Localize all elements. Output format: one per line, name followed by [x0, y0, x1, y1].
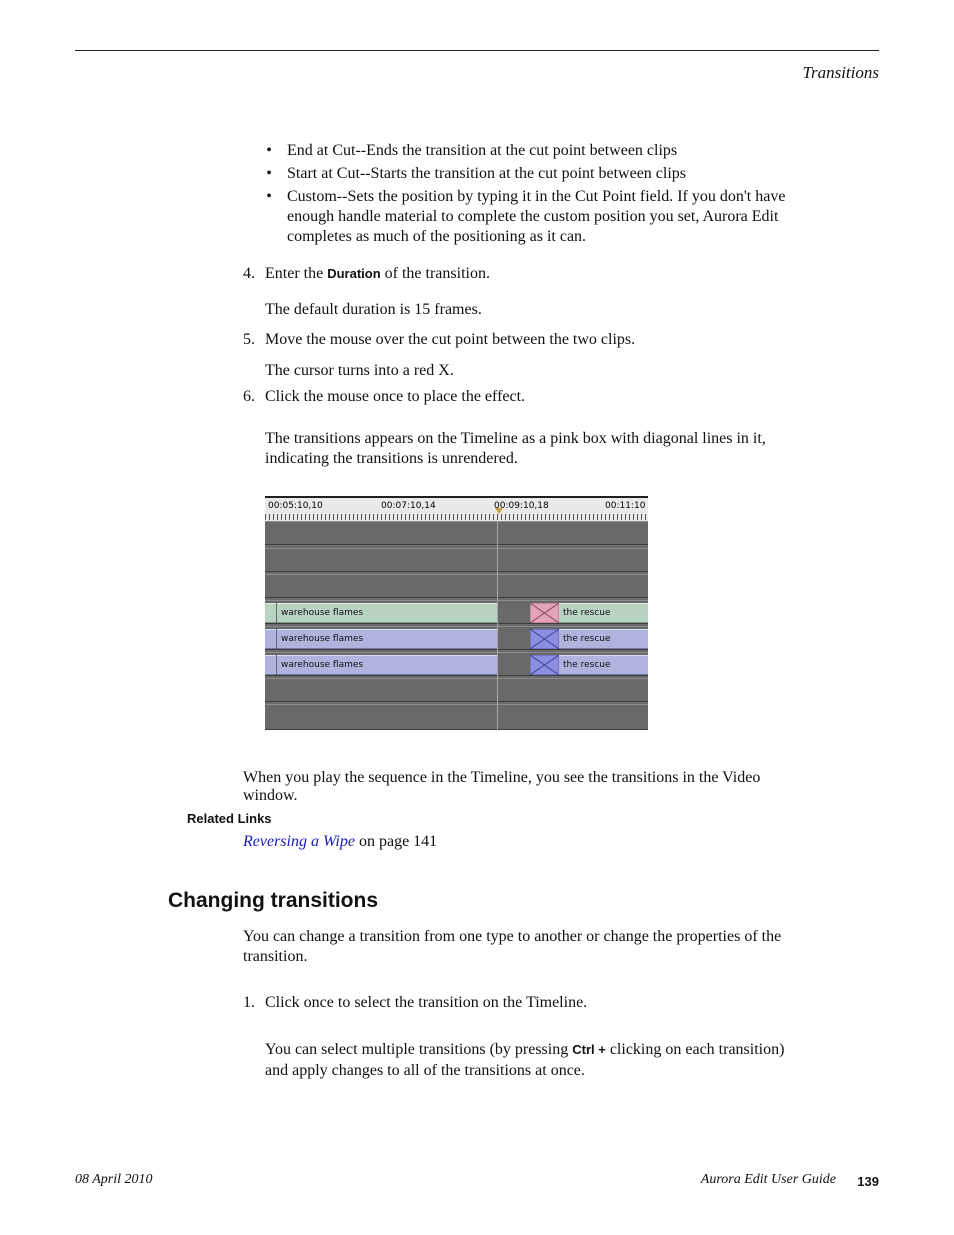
after-figure-line-2: window. [243, 787, 298, 804]
bullet-custom-line-1: Custom--Sets the position by typing it in the Cut Point field. If you don't have [287, 188, 786, 205]
step-6-note [265, 429, 766, 469]
timecode-label: 00:07:10,14 [381, 501, 436, 511]
step-6-text: Click the mouse once to place the effect. [265, 388, 526, 405]
clip-the-rescue[interactable]: the rescue [559, 655, 648, 675]
step-6-note-line-1: The transitions appears on the Timeline as a pink box with diagonal lines in it, [265, 430, 766, 447]
clip-warehouse-flames[interactable]: warehouse flames [277, 655, 497, 675]
clip-edge-handle[interactable] [265, 629, 276, 649]
related-link-row [243, 832, 437, 852]
cut-point-line [497, 521, 498, 730]
footer-guide-title: Aurora Edit User Guide [700, 1172, 836, 1187]
timeline-track-video [265, 600, 648, 624]
bullet-dot: • [266, 142, 272, 159]
step-4-number: 4. [243, 265, 255, 282]
step-6-number: 6. [243, 388, 255, 405]
timeline-track-audio [265, 626, 648, 650]
clip-the-rescue[interactable]: the rescue [559, 629, 648, 649]
timeline-ruler [265, 496, 648, 521]
timeline-track-empty [265, 704, 648, 730]
transition-unrendered-icon[interactable] [530, 655, 559, 675]
step-5-number: 5. [243, 331, 255, 348]
bullet-custom-line-2: enough handle material to complete the custom position you set, Aurora Edit [287, 208, 779, 225]
section-note-post: clicking on each transition) [605, 1041, 785, 1058]
section-note-pre: You can select multiple transitions (by pressing [265, 1041, 573, 1058]
section-intro-line-2: transition. [243, 948, 308, 965]
bullet-dot: • [266, 165, 272, 182]
bullet-end-at-cut: End at Cut--Ends the transition at the cut point between clips [287, 142, 678, 159]
related-links-heading: Related Links [187, 811, 272, 826]
related-link-page: on page 141 [354, 833, 438, 850]
timecode-label: 00:11:10 [605, 501, 646, 511]
timeline-track-empty [265, 521, 648, 545]
step-4-post: of the transition. [380, 265, 490, 282]
timeline-track-audio [265, 652, 648, 676]
step-5-note: The cursor turns into a red X. [265, 362, 454, 379]
section-note [265, 1039, 784, 1081]
step-4-note: The default duration is 15 frames. [265, 301, 482, 318]
after-figure-line-1: When you play the sequence in the Timeline, you see the transitions in the Video [243, 769, 761, 786]
duration-ui-label: Duration [327, 266, 381, 281]
timecode-label: 00:09:10,18 [494, 501, 549, 511]
clip-the-rescue[interactable]: the rescue [559, 603, 648, 623]
transition-unrendered-icon[interactable] [530, 629, 559, 649]
step-4-text [265, 264, 490, 284]
timeline-figure [265, 496, 648, 730]
clip-edge-handle[interactable] [265, 603, 276, 623]
header-rule [75, 50, 879, 51]
ruler-ticks [265, 514, 648, 520]
bullet-custom [287, 187, 847, 247]
running-header-title: Transitions [802, 63, 879, 82]
clip-warehouse-flames[interactable]: warehouse flames [277, 629, 497, 649]
transition-unrendered-icon[interactable] [530, 603, 559, 623]
timecode-label: 00:05:10,10 [268, 501, 323, 511]
timeline-track-empty [265, 678, 648, 702]
section-intro-line-1: You can change a transition from one type to another or change the properties of the [243, 928, 782, 945]
clip-edge-handle[interactable] [265, 655, 276, 675]
timeline-track-empty [265, 548, 648, 572]
bullet-start-at-cut: Start at Cut--Starts the transition at the cut point between clips [287, 165, 687, 182]
step-6-note-line-2: indicating the transitions is unrendered. [265, 450, 518, 467]
timeline-track-empty [265, 574, 648, 598]
clip-warehouse-flames[interactable]: warehouse flames [277, 603, 497, 623]
section-note-line-1 [265, 1039, 784, 1060]
footer-date: 08 April 2010 [75, 1172, 153, 1187]
section-step-1-number: 1. [243, 994, 255, 1011]
bullet-dot: • [266, 188, 272, 205]
playhead-marker-icon [495, 508, 503, 514]
section-step-1-text: Click once to select the transition on the Timeline. [265, 994, 588, 1011]
after-figure-paragraph [243, 769, 760, 805]
page-number: 139 [857, 1174, 879, 1189]
reversing-a-wipe-link[interactable]: Reversing a Wipe [243, 833, 355, 850]
section-intro [243, 927, 781, 967]
section-note-line-2: and apply changes to all of the transitions at once. [265, 1062, 585, 1079]
step-5-text: Move the mouse over the cut point between the two clips. [265, 331, 636, 348]
section-heading: Changing transitions [168, 889, 378, 912]
ctrl-key-label: Ctrl + [572, 1042, 606, 1057]
step-4-pre: Enter the [265, 265, 328, 282]
bullet-custom-line-3: completes as much of the positioning as it can. [287, 228, 587, 245]
